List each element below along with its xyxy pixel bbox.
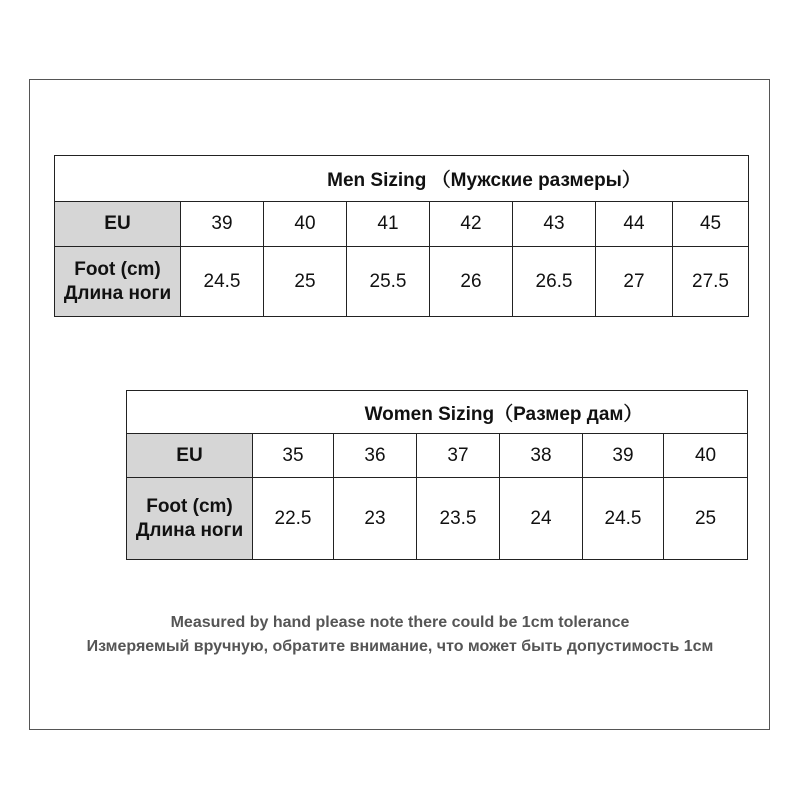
women-eu-cell: 35 xyxy=(253,434,334,478)
men-foot-label-ru: Длина ноги xyxy=(63,282,172,304)
men-foot-cell: 27.5 xyxy=(673,247,749,317)
women-eu-cell: 37 xyxy=(417,434,500,478)
women-size-table xyxy=(126,390,748,560)
women-table-title: Women Sizing（Размер дам） xyxy=(127,391,748,434)
tolerance-note-ru: Измеряемый вручную, обратите внимание, что может быть допустимость 1см xyxy=(86,638,714,655)
men-eu-cell: 40 xyxy=(264,202,347,247)
women-foot-label-ru: Длина ноги xyxy=(135,519,244,541)
men-eu-cell: 41 xyxy=(347,202,430,247)
men-foot-label-en: Foot (cm) xyxy=(74,258,161,280)
men-foot-cell: 26.5 xyxy=(513,247,596,317)
men-foot-cell: 26 xyxy=(430,247,513,317)
men-foot-cell: 24.5 xyxy=(181,247,264,317)
women-foot-cell: 25 xyxy=(664,478,748,560)
women-foot-label-en: Foot (cm) xyxy=(146,495,233,517)
men-table-title: Men Sizing （Мужские размеры） xyxy=(55,156,749,202)
men-foot-cell: 25 xyxy=(264,247,347,317)
men-foot-cell: 27 xyxy=(596,247,673,317)
men-foot-cell: 25.5 xyxy=(347,247,430,317)
women-eu-cell: 39 xyxy=(583,434,664,478)
men-eu-cell: 43 xyxy=(513,202,596,247)
men-eu-cell: 45 xyxy=(673,202,749,247)
men-foot-label xyxy=(55,247,181,317)
women-foot-label xyxy=(127,478,253,560)
women-eu-cell: 36 xyxy=(334,434,417,478)
men-eu-cell: 44 xyxy=(596,202,673,247)
men-eu-cell: 42 xyxy=(430,202,513,247)
men-eu-label: EU xyxy=(55,202,181,247)
tolerance-note-en: Measured by hand please note there could be 1cm tolerance xyxy=(170,614,630,631)
men-eu-cell: 39 xyxy=(181,202,264,247)
women-eu-cell: 38 xyxy=(500,434,583,478)
women-foot-cell: 23.5 xyxy=(417,478,500,560)
women-eu-cell: 40 xyxy=(664,434,748,478)
women-foot-cell: 23 xyxy=(334,478,417,560)
women-foot-cell: 22.5 xyxy=(253,478,334,560)
women-foot-cell: 24 xyxy=(500,478,583,560)
women-eu-label: EU xyxy=(127,434,253,478)
men-size-table xyxy=(54,155,749,317)
women-foot-cell: 24.5 xyxy=(583,478,664,560)
